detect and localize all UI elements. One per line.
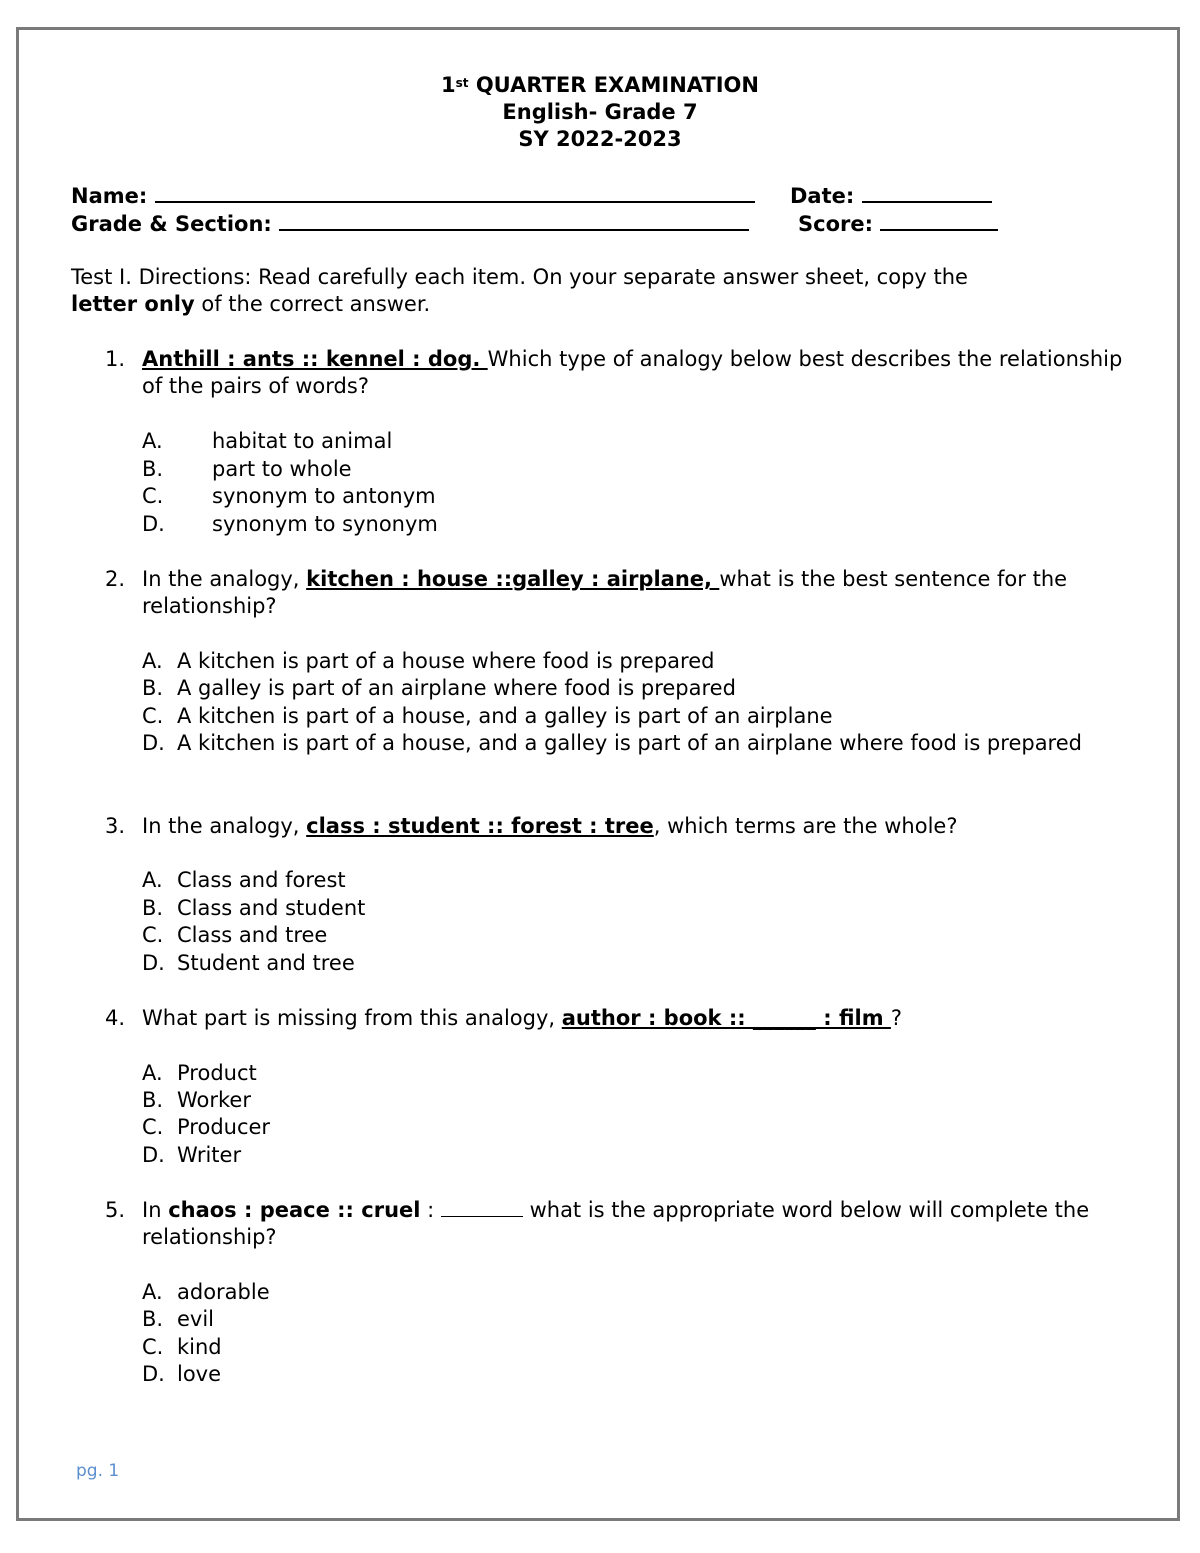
question-number: 3.	[105, 814, 126, 838]
option-letter: D.	[142, 1362, 165, 1386]
question-before: What part is missing from this analogy,	[142, 1006, 562, 1030]
score-field[interactable]	[798, 209, 998, 238]
school-year: SY 2022-2023	[518, 127, 682, 151]
option-letter: B.	[142, 457, 164, 481]
question-rest: , which terms are the whole?	[653, 814, 958, 838]
answer-blank	[441, 1198, 523, 1217]
option-text: A galley is part of an airplane where food is prepared	[177, 676, 736, 700]
question-text	[142, 1197, 1132, 1251]
option-letter: B.	[142, 676, 164, 700]
analogy-bold: chaos : peace :: cruel	[168, 1198, 421, 1222]
title-superscript: st	[455, 76, 469, 90]
grade-section-line[interactable]	[279, 209, 749, 231]
question-text	[142, 566, 1132, 620]
option-text: synonym to synonym	[212, 512, 438, 536]
question-before: In the analogy,	[142, 567, 307, 591]
exam-title	[0, 72, 1200, 99]
option-text: evil	[177, 1307, 215, 1331]
option-text: Class and student	[177, 896, 366, 920]
question-number: 2.	[105, 567, 126, 591]
title-text: QUARTER EXAMINATION	[468, 73, 759, 97]
directions-bold: letter only	[71, 292, 195, 316]
question-mid: :	[420, 1198, 441, 1222]
directions-rest: of the correct answer.	[194, 292, 431, 316]
option-text: Class and tree	[177, 923, 328, 947]
option-letter: D.	[142, 1143, 165, 1167]
option-letter: A.	[142, 429, 163, 453]
question-rest: what is the appropriate word below will complete the relationship?	[142, 1198, 1090, 1249]
option-text: A kitchen is part of a house where food is prepared	[177, 649, 715, 673]
question-before: In the analogy,	[142, 814, 307, 838]
option-text: Student and tree	[177, 951, 355, 975]
score-label: Score:	[798, 212, 873, 236]
name-label: Name:	[71, 184, 148, 208]
score-line[interactable]	[880, 209, 998, 231]
option-text: Class and forest	[177, 868, 346, 892]
option-letter: C.	[142, 704, 164, 728]
question-before: In	[142, 1198, 169, 1222]
option-text: adorable	[177, 1280, 270, 1304]
option-text: Writer	[177, 1143, 242, 1167]
option-letter: A.	[142, 1061, 163, 1085]
option-text: part to whole	[212, 457, 352, 481]
option-letter: C.	[142, 1335, 164, 1359]
question-number: 5.	[105, 1198, 126, 1222]
option-letter: D.	[142, 951, 165, 975]
option-text: habitat to animal	[212, 429, 393, 453]
name-line[interactable]	[155, 181, 755, 203]
option-text: Producer	[177, 1115, 271, 1139]
title-number: 1	[441, 73, 456, 97]
option-text: A kitchen is part of a house, and a galley is part of an airplane where food is prepared	[177, 731, 1082, 755]
date-field[interactable]	[790, 181, 992, 210]
option-letter: B.	[142, 1307, 164, 1331]
option-text: Product	[177, 1061, 257, 1085]
grade-section-field[interactable]	[71, 209, 749, 238]
date-line[interactable]	[862, 181, 992, 203]
option-letter: D.	[142, 731, 165, 755]
grade-section-label: Grade & Section:	[71, 212, 272, 236]
option-letter: C.	[142, 1115, 164, 1139]
page-number: pg. 1	[76, 1461, 120, 1481]
analogy-underlined: class : student :: forest : tree	[306, 814, 654, 838]
question-text	[142, 813, 1132, 840]
exam-subject: English- Grade 7	[502, 100, 698, 124]
question-number: 1.	[105, 347, 126, 371]
analogy-underlined: author : book :: ______ : film	[561, 1006, 891, 1030]
question-rest: Which type of analogy below best describes the relationship of the pairs of words?	[142, 347, 1123, 398]
directions	[71, 264, 1141, 318]
analogy-underlined: Anthill : ants :: kennel : dog.	[142, 347, 488, 371]
option-letter: A.	[142, 868, 163, 892]
question-text	[142, 1005, 1132, 1032]
option-text: A kitchen is part of a house, and a galley is part of an airplane	[177, 704, 833, 728]
date-label: Date:	[790, 184, 855, 208]
question-text	[142, 346, 1132, 400]
question-rest: what is the best sentence for the relationship?	[142, 567, 1068, 618]
question-number: 4.	[105, 1006, 126, 1030]
option-letter: A.	[142, 1280, 163, 1304]
option-text: love	[177, 1362, 222, 1386]
name-field[interactable]	[71, 181, 755, 210]
analogy-underlined: kitchen : house ::galley : airplane,	[306, 567, 720, 591]
directions-intro: Test I. Directions: Read carefully each item. On your separate answer sheet, copy the	[71, 265, 968, 289]
option-letter: A.	[142, 649, 163, 673]
option-text: kind	[177, 1335, 222, 1359]
option-letter: B.	[142, 896, 164, 920]
question-rest: ?	[890, 1006, 903, 1030]
option-text: Worker	[177, 1088, 251, 1112]
option-letter: C.	[142, 923, 164, 947]
option-letter: B.	[142, 1088, 164, 1112]
option-text: synonym to antonym	[212, 484, 436, 508]
option-letter: D.	[142, 512, 165, 536]
option-letter: C.	[142, 484, 164, 508]
